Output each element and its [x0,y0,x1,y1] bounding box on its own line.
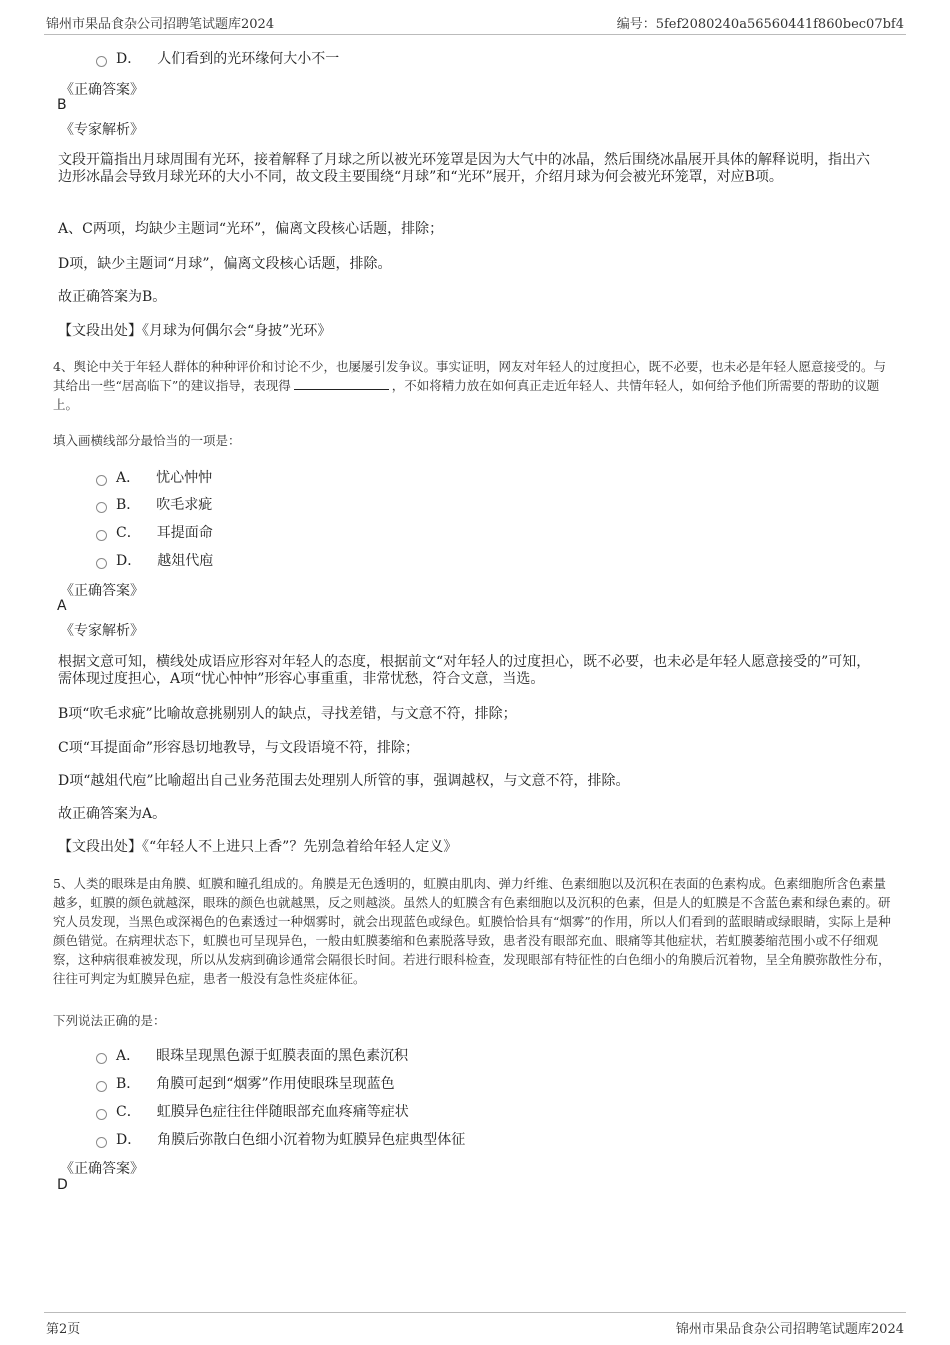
q4-analysis-para: 故正确答案为A。 [58,806,167,822]
radio-icon[interactable] [96,1053,107,1064]
q3-analysis-para: A、C两项，均缺少主题词“光环”，偏离文段核心话题，排除； [58,221,444,237]
q3-answer-label: 《正确答案》 [60,82,144,98]
option-letter: D． [116,553,142,569]
q3-source: 【文段出处】《月球为何偶尔会“身披”光环》 [58,323,332,339]
radio-icon[interactable] [96,558,107,569]
option-letter: C． [116,1104,141,1120]
q3-analysis-label: 《专家解析》 [60,122,144,138]
q4-prompt: 填入画横线部分最恰当的一项是： [53,433,241,448]
q4-option-d[interactable] [96,550,213,570]
footer-doc-title: 锦州市果品食杂公司招聘笔试题库2024 [675,1322,904,1337]
q4-analysis-para: 根据文意可知，横线处成语应形容对年轻人的态度，根据前文“对年轻人的过度担心，既不必要，也未必是年轻人愿意接受的”可知，需体现过度担心，A项“忧心忡忡”形容心事重重，非常忧愁，符合文意，当选。 [58,654,871,687]
q4-answer-label: 《正确答案》 [60,583,144,599]
option-text: 越俎代庖 [157,553,214,569]
q4-stem-part: ，不如将精力放在如何真正走近年轻人、共情年轻人，如何给予他们所需要的帮助的议题上。 [53,378,880,412]
option-text: 眼珠呈现黑色源于虹膜表面的黑色素沉积 [156,1048,409,1064]
radio-icon[interactable] [96,502,107,513]
q4-option-c[interactable] [96,522,213,542]
q4-option-b[interactable] [96,494,212,514]
q5-option-b[interactable] [96,1073,395,1093]
option-text: 耳提面命 [156,525,213,541]
option-letter: D． [116,51,142,67]
option-letter: A． [116,1048,141,1064]
option-text: 角膜可起到“烟雾”作用使眼珠呈现蓝色 [156,1076,395,1092]
q4-analysis-label: 《专家解析》 [60,623,144,639]
q5-answer: D [57,1177,68,1193]
q3-answer: B [57,97,67,113]
option-text: 角膜后弥散白色细小沉着物为虹膜异色症典型体征 [157,1132,466,1148]
radio-icon[interactable] [96,56,107,67]
q4-analysis-para: C项“耳提面命”形容恳切地教导，与文段语境不符，排除； [58,740,420,756]
q4-source: 【文段出处】《“年轻人不上进只上香”？先别急着给年轻人定义》 [58,839,458,855]
q5-option-c[interactable] [96,1101,409,1121]
radio-icon[interactable] [96,1081,107,1092]
q5-option-a[interactable] [96,1045,408,1065]
q4-stem-part: 4、舆论中关于年轻人群体的种种评价和讨论不少，也屡屡引发争议。事实证明，网友对年轻人的过度担心，既不必要，也未必是年轻人愿意接受的。与其给出一些“居高临下”的建议指导，表现得 [53,359,886,393]
radio-icon[interactable] [96,1137,107,1148]
footer-page-number: 第2页 [46,1322,81,1337]
option-letter: B． [116,497,141,513]
q5-option-d[interactable] [96,1129,465,1149]
option-text: 吹毛求疵 [156,497,213,513]
q3-analysis-para: D项，缺少主题词“月球”，偏离文段核心话题，排除。 [58,256,392,272]
option-text: 人们看到的光环缘何大小不一 [157,51,340,67]
q4-answer: A [57,598,67,614]
q4-analysis-para: B项“吹毛求疵”比喻故意挑剔别人的缺点，寻找差错，与文意不符，排除； [58,706,517,722]
q5-stem: 5、人类的眼珠是由角膜、虹膜和瞳孔组成的。角膜是无色透明的，虹膜由肌肉、弹力纤维、色素细胞以及沉积在表面的色素构成。色素细胞所含色素量越多，虹膜的颜色就越深，眼珠的颜色也就越黑，反之则越淡。虽然人的虹膜含有色素细胞以及沉积的色素，但是人的虹膜是不含蓝色素和绿色素的。研究人员发现，当黑色或深褐色的色素透过一种烟雾时，就会出现蓝色或绿色。虹膜恰恰具有“烟雾”的作用，所以人们看到的蓝眼睛或绿眼睛，实际上是种颜色错觉。在病理状态下，虹膜也可呈现异色，一般由虹膜萎缩和色素脱落导致，患者没有眼部充血、眼痛等其他症状，若虹膜萎缩范围小或不仔细观察，这种病很难被发现，所以从发病到确诊通常会隔很长时间。若进行眼科检查，发现眼部有特征性的白色细小的角膜后沉着物，呈全角膜弥散性分布，往往可判定为虹膜异色症，患者一般没有急性炎症体征。 [53,876,891,986]
q3-option-d[interactable] [96,48,339,68]
radio-icon[interactable] [96,1109,107,1120]
q4-stem [53,357,898,414]
q5-answer-label: 《正确答案》 [60,1161,144,1177]
header-divider [44,34,906,35]
header-doc-id: 编号：5fef2080240a56560441f860bec07bf4 [616,17,904,32]
q3-analysis-para: 故正确答案为B。 [58,289,167,305]
header-doc-title: 锦州市果品食杂公司招聘笔试题库2024 [46,17,275,32]
option-text: 忧心忡忡 [156,470,213,486]
q4-analysis-para: D项“越俎代庖”比喻超出自己业务范围去处理别人所管的事，强调越权，与文意不符，排除。 [58,773,630,789]
option-letter: C． [116,525,141,541]
radio-icon[interactable] [96,475,107,486]
fill-blank [294,377,389,390]
option-letter: D． [116,1132,142,1148]
footer-divider [44,1312,906,1313]
q5-prompt: 下列说法正确的是： [53,1013,166,1028]
option-letter: A． [116,470,141,486]
q3-analysis-para: 文段开篇指出月球周围有光环，接着解释了月球之所以被光环笼罩是因为大气中的冰晶，然后围绕冰晶展开具体的解释说明，指出六边形冰晶会导致月球光环的大小不同，故文段主要围绕“月球”和“光环”展开，介绍月球为何会被光环笼罩，对应B项。 [58,152,870,185]
q4-option-a[interactable] [96,467,212,487]
option-text: 虹膜异色症往往伴随眼部充血疼痛等症状 [156,1104,409,1120]
option-letter: B． [116,1076,141,1092]
radio-icon[interactable] [96,530,107,541]
